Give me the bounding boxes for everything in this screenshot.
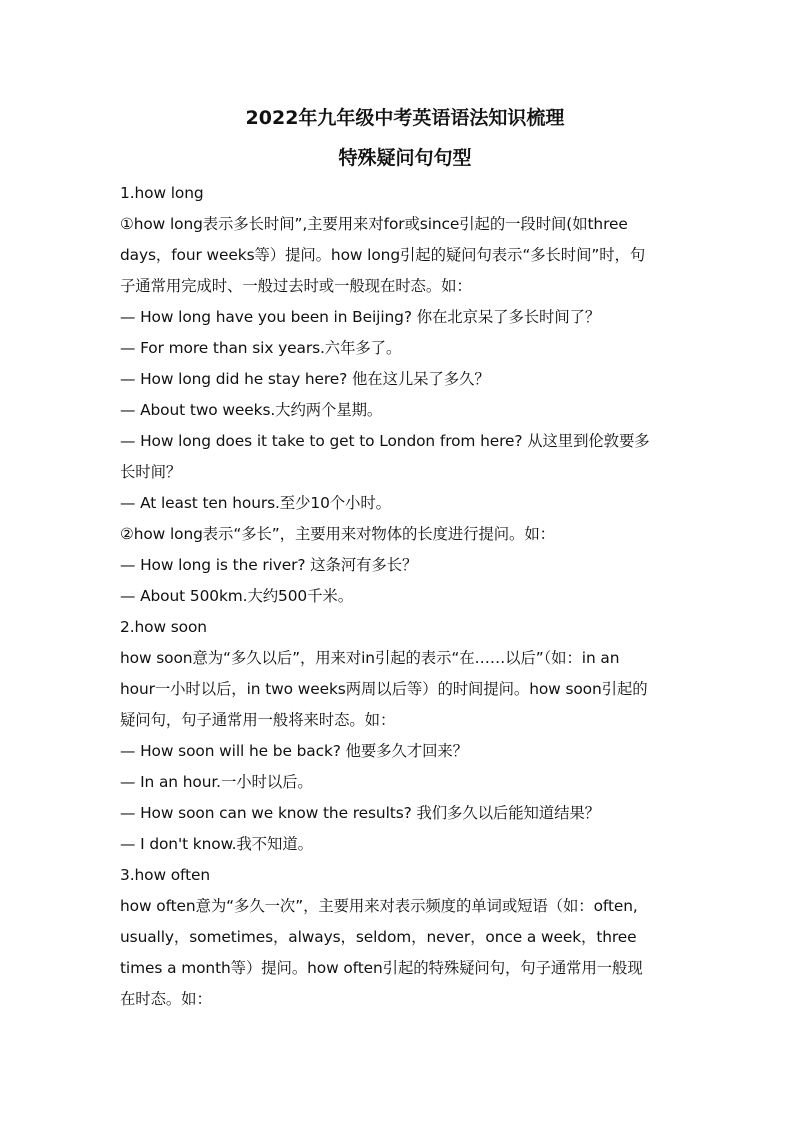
text-line: 在时态。如： [120, 990, 212, 1008]
text-line: usually，sometimes，always，seldom，never，once a week，three [120, 928, 637, 946]
text-line: — How soon will he be back? 他要多久才回来？ [120, 742, 468, 760]
text-line: — How long have you been in Beijing? 你在北京呆了多长时间了？ [120, 308, 601, 326]
text-line: ①how long表示多长时间”,主要用来对for或since引起的一段时间(如three [120, 215, 628, 233]
text-line: — I don't know.我不知道。 [120, 835, 313, 853]
text-line: — In an hour.一小时以后。 [120, 773, 313, 791]
text-line: — For more than six years.六年多了。 [120, 339, 402, 357]
text-line: — How long is the river? 这条河有多长？ [120, 556, 418, 574]
text-line: — At least ten hours.至少10个小时。 [120, 494, 391, 512]
text-line: ②how long表示“多长”，主要用来对物体的长度进行提问。如： [120, 525, 555, 543]
text-line: 2.how soon [120, 618, 207, 636]
text-line: — How long does it take to get to London from here? 从这里到伦敦要多 [120, 432, 650, 450]
text-line: 长时间？ [120, 463, 182, 481]
text-line: days，four weeks等）提问。how long引起的疑问句表示“多长时间”时，句 [120, 246, 646, 264]
text-line: how often意为“多久一次”，主要用来对表示频度的单词或短语（如：often, [120, 897, 638, 915]
text-line: — How soon can we know the results? 我们多久以后能知道结果？ [120, 804, 600, 822]
document-subtitle: 特殊疑问句句型 [338, 147, 472, 169]
document-body [120, 178, 684, 1015]
text-line: — About 500km.大约500千米。 [120, 587, 353, 605]
text-line: hour一小时以后，in two weeks两周以后等）的时间提问。how soon引起的 [120, 680, 648, 698]
text-line: — How long did he stay here? 他在这儿呆了多久？ [120, 370, 490, 388]
document-title: 2022年九年级中考英语语法知识梳理 [245, 107, 565, 129]
text-line: times a month等）提问。how often引起的特殊疑问句，句子通常用一般现 [120, 959, 643, 977]
text-line: 子通常用完成时、一般过去时或一般现在时态。如： [120, 277, 472, 295]
text-line: 疑问句，句子通常用一般将来时态。如： [120, 711, 396, 729]
text-line: how soon意为“多久以后”，用来对in引起的表示“在……以后”（如：in an [120, 649, 620, 667]
text-line: — About two weeks.大约两个星期。 [120, 401, 383, 419]
text-line: 3.how often [120, 866, 211, 884]
text-line: 1.how long [120, 184, 204, 202]
